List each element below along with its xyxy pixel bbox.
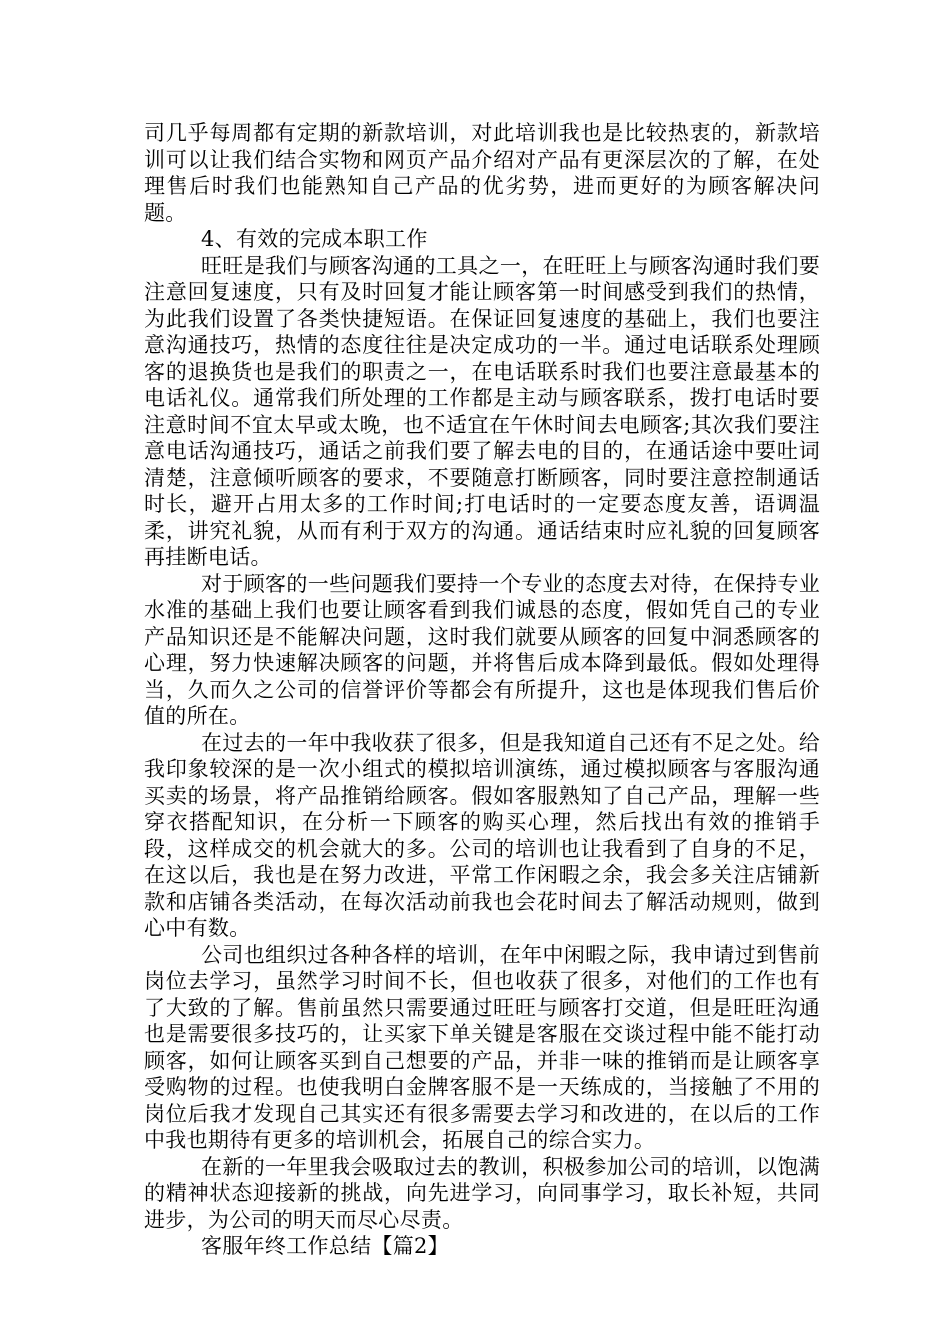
paragraph-past-year: 在过去的一年中我收获了很多，但是我知道自己还有不足之处。给我印象较深的是一次小组式的模拟培训演练，通过模拟顾客与客服沟通买卖的场景，将产品推销给顾客。假如客服熟知了自己产品，理解一些穿衣搭配知识，在分析一下顾客的购买心理，然后找出有效的推销手段，这样成交的机会就大的多。公司的培训也让我看到了自身的不足，在这以后，我也是在努力改进，平常工作闲暇之余，我会多关注店铺新款和店铺各类活动，在每次活动前我也会花时间去了解活动规则，做到心中有数。 [144, 730, 820, 940]
paragraph-continuation: 司几乎每周都有定期的新款培训，对此培训我也是比较热衷的，新款培训可以让我们结合实物和网页产品介绍对产品有更深层次的了解，在处理售后时我们也能熟知自己产品的优劣势，进而更好的为顾客解决问题。 [144, 121, 820, 225]
section-heading-4: 4、有效的完成本职工作 [201, 227, 428, 251]
document-page [144, 120, 820, 1260]
paragraph-new-year: 在新的一年里我会吸取过去的教训，积极参加公司的培训，以饱满的精神状态迎接新的挑战，向先进学习，向同事学习，取长补短，共同进步，为公司的明天而尽心尽责。 [144, 1154, 820, 1232]
paragraph-professional-attitude: 对于顾客的一些问题我们要持一个专业的态度去对待，在保持专业水准的基础上我们也要让顾客看到我们诚恳的态度，假如凭自己的专业产品知识还是不能解决问题，这时我们就要从顾客的回复中洞悉顾客的心理，努力快速解决顾客的问题，并将售后成本降到最低。假如处理得当，久而久之公司的信誉评价等都会有所提升，这也是体现我们售后价值的所在。 [144, 571, 820, 728]
paragraph-company-training: 公司也组织过各种各样的培训，在年中闲暇之际，我申请过到售前岗位去学习，虽然学习时间不长，但也收获了很多，对他们的工作也有了大致的了解。售前虽然只需要通过旺旺与顾客打交道，但是旺旺沟通也是需要很多技巧的，让买家下单关键是客服在交谈过程中能不能打动顾客，如何让顾客买到自己想要的产品，并非一味的推销而是让顾客享受购物的过程。也使我明白金牌客服不是一天练成的，当接触了不用的岗位后我才发现自己其实还有很多需要去学习和改进的，在以后的工作中我也期待有更多的培训机会，拓展自己的综合实力。 [144, 942, 820, 1152]
paragraph-wangwang-communication: 旺旺是我们与顾客沟通的工具之一，在旺旺上与顾客沟通时我们要注意回复速度，只有及时回复才能让顾客第一时间感受到我们的热情，为此我们设置了各类快捷短语。在保证回复速度的基础上，我们也要注意沟通技巧，热情的态度往往是决定成功的一半。通过电话联系处理顾客的退换货也是我们的职责之一，在电话联系时我们也要注意最基本的电话礼仪。通常我们所处理的工作都是主动与顾客联系，拨打电话时要注意时间不宜太早或太晚，也不适宜在午休时间去电顾客;其次我们要注意电话沟通技巧，通话之前我们要了解去电的目的，在通话途中要吐词清楚，注意倾听顾客的要求，不要随意打断顾客，同时要注意控制通话时长，避开占用太多的工作时间;打电话时的一定要态度友善，语调温柔，讲究礼貌，从而有利于双方的沟通。通话结束时应礼貌的回复顾客再挂断电话。 [144, 253, 820, 569]
section-heading-part-2: 客服年终工作总结【篇2】 [201, 1234, 449, 1258]
